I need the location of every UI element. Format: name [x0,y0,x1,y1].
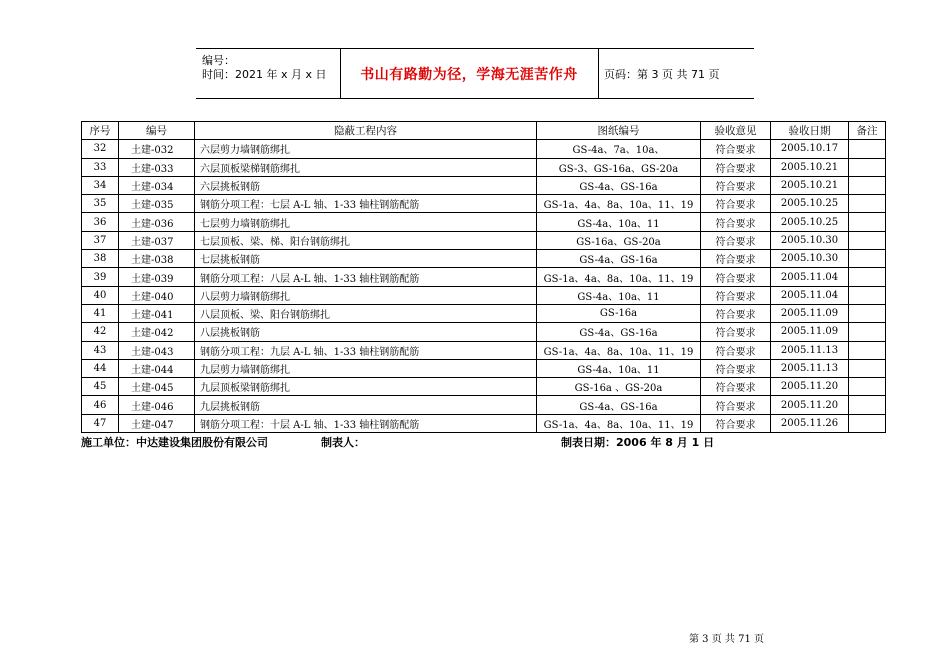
cell-drawing: GS-1a、4a、8a、10a、11、19 [537,341,701,359]
cell-opinion: 符合要求 [701,213,771,231]
cell-opinion: 符合要求 [701,286,771,304]
col-header-drawing: 图纸编号 [537,122,701,140]
table-row [82,341,886,359]
cell-date: 2005.11.20 [771,378,849,396]
cell-code: 土建-035 [119,195,195,213]
table-row [82,396,886,414]
cell-drawing: GS-4a、7a、10a、 [537,140,701,158]
cell-date: 2005.11.13 [771,341,849,359]
col-header-content: 隐蔽工程内容 [195,122,537,140]
page-header [196,48,754,99]
cell-opinion: 符合要求 [701,378,771,396]
header-page-cell [598,49,754,98]
header-motto-cell [340,49,599,98]
header-motto: 书山有路勤为径，学海无涯苦作舟 [360,66,578,83]
cell-content: 钢筋分项工程：八层 A-L 轴、1-33 轴柱钢筋配筋 [195,268,537,286]
cell-drawing: GS-4a、10a、11 [537,286,701,304]
footer-unit: 施工单位：中达建设集团股份有限公司 [81,436,268,449]
cell-code: 土建-032 [119,140,195,158]
cell-seq: 41 [82,304,119,322]
cell-content: 九层剪力墙钢筋绑扎 [195,359,537,377]
cell-drawing: GS-1a、4a、8a、10a、11、19 [537,195,701,213]
table-row [82,231,886,249]
cell-code: 土建-041 [119,304,195,322]
cell-seq: 42 [82,323,119,341]
header-time-label: 时间：2021 年 x 月 x 日 [202,68,327,81]
cell-code: 土建-039 [119,268,195,286]
cell-code: 土建-045 [119,378,195,396]
cell-seq: 38 [82,250,119,268]
table-header-row [82,122,886,140]
cell-content: 钢筋分项工程：七层 A-L 轴、1-33 轴柱钢筋配筋 [195,195,537,213]
table-body [82,140,886,433]
cell-date: 2005.10.30 [771,231,849,249]
cell-content: 七层顶板、梁、梯、阳台钢筋绑扎 [195,231,537,249]
cell-content: 钢筋分项工程：九层 A-L 轴、1-33 轴柱钢筋配筋 [195,341,537,359]
cell-remarks [849,213,886,231]
cell-date: 2005.11.04 [771,268,849,286]
cell-drawing: GS-4a、10a、11 [537,213,701,231]
inspection-table [81,121,886,433]
cell-opinion: 符合要求 [701,323,771,341]
cell-date: 2005.10.25 [771,195,849,213]
cell-seq: 40 [82,286,119,304]
cell-seq: 44 [82,359,119,377]
cell-remarks [849,250,886,268]
col-header-remarks: 备注 [849,122,886,140]
cell-drawing: GS-4a、GS-16a [537,396,701,414]
cell-opinion: 符合要求 [701,195,771,213]
cell-code: 土建-046 [119,396,195,414]
cell-opinion: 符合要求 [701,304,771,322]
cell-drawing: GS-16a [537,304,701,322]
cell-remarks [849,195,886,213]
cell-date: 2005.10.25 [771,213,849,231]
cell-content: 八层顶板、梁、阳台钢筋绑扎 [195,304,537,322]
cell-date: 2005.11.04 [771,286,849,304]
cell-date: 2005.11.09 [771,323,849,341]
cell-date: 2005.10.21 [771,158,849,176]
cell-content: 六层挑板钢筋 [195,176,537,194]
cell-remarks [849,359,886,377]
cell-code: 土建-034 [119,176,195,194]
cell-date: 2005.11.13 [771,359,849,377]
page-number: 第 3 页 共 71 页 [689,634,764,645]
cell-seq: 33 [82,158,119,176]
cell-remarks [849,158,886,176]
cell-drawing: GS-4a、10a、11 [537,359,701,377]
cell-content: 钢筋分项工程：十层 A-L 轴、1-33 轴柱钢筋配筋 [195,414,537,432]
table-row [82,158,886,176]
cell-opinion: 符合要求 [701,250,771,268]
cell-remarks [849,341,886,359]
cell-seq: 46 [82,396,119,414]
cell-remarks [849,286,886,304]
table-row [82,359,886,377]
cell-code: 土建-044 [119,359,195,377]
cell-drawing: GS-4a、GS-16a [537,176,701,194]
cell-code: 土建-040 [119,286,195,304]
cell-content: 九层顶板梁钢筋绑扎 [195,378,537,396]
cell-drawing: GS-16a、GS-20a [537,231,701,249]
cell-remarks [849,268,886,286]
cell-content: 九层挑板钢筋 [195,396,537,414]
cell-code: 土建-043 [119,341,195,359]
table-row [82,268,886,286]
header-page-info: 页码：第 3 页 共 71 页 [604,67,720,81]
table-row [82,304,886,322]
cell-code: 土建-036 [119,213,195,231]
cell-content: 六层顶板梁梯钢筋绑扎 [195,158,537,176]
footer-maker: 制表人： [321,436,365,449]
cell-seq: 37 [82,231,119,249]
cell-seq: 34 [82,176,119,194]
cell-remarks [849,396,886,414]
header-meta [196,49,341,98]
cell-content: 八层剪力墙钢筋绑扎 [195,286,537,304]
table-row [82,140,886,158]
cell-drawing: GS-16a 、GS-20a [537,378,701,396]
cell-seq: 32 [82,140,119,158]
table-row [82,286,886,304]
cell-date: 2005.11.26 [771,414,849,432]
cell-remarks [849,176,886,194]
cell-drawing: GS-4a、GS-16a [537,250,701,268]
cell-opinion: 符合要求 [701,268,771,286]
table-row [82,378,886,396]
cell-date: 2005.10.30 [771,250,849,268]
cell-seq: 43 [82,341,119,359]
cell-code: 土建-042 [119,323,195,341]
cell-seq: 47 [82,414,119,432]
cell-opinion: 符合要求 [701,414,771,432]
cell-opinion: 符合要求 [701,140,771,158]
col-header-opinion: 验收意见 [701,122,771,140]
cell-seq: 36 [82,213,119,231]
cell-opinion: 符合要求 [701,341,771,359]
cell-content: 六层剪力墙钢筋绑扎 [195,140,537,158]
cell-opinion: 符合要求 [701,176,771,194]
cell-remarks [849,323,886,341]
cell-seq: 35 [82,195,119,213]
cell-code: 土建-037 [119,231,195,249]
cell-seq: 45 [82,378,119,396]
cell-content: 八层挑板钢筋 [195,323,537,341]
footer-date: 制表日期：2006 年 8 月 1 日 [561,436,715,449]
cell-seq: 39 [82,268,119,286]
cell-remarks [849,378,886,396]
cell-date: 2005.11.20 [771,396,849,414]
cell-code: 土建-047 [119,414,195,432]
cell-remarks [849,231,886,249]
cell-code: 土建-038 [119,250,195,268]
table-row [82,213,886,231]
header-number-label: 编号： [202,54,235,67]
cell-opinion: 符合要求 [701,359,771,377]
cell-code: 土建-033 [119,158,195,176]
col-header-code: 编号 [119,122,195,140]
cell-remarks [849,140,886,158]
table-row [82,414,886,432]
cell-opinion: 符合要求 [701,396,771,414]
cell-opinion: 符合要求 [701,231,771,249]
cell-remarks [849,304,886,322]
cell-date: 2005.11.09 [771,304,849,322]
cell-drawing: GS-1a、4a、8a、10a、11、19 [537,268,701,286]
col-header-seq: 序号 [82,122,119,140]
cell-drawing: GS-3、GS-16a、GS-20a [537,158,701,176]
cell-date: 2005.10.21 [771,176,849,194]
col-header-date: 验收日期 [771,122,849,140]
table-row [82,323,886,341]
table-row [82,250,886,268]
cell-content: 七层挑板钢筋 [195,250,537,268]
cell-drawing: GS-1a、4a、8a、10a、11、19 [537,414,701,432]
cell-content: 七层剪力墙钢筋绑扎 [195,213,537,231]
table-row [82,195,886,213]
cell-remarks [849,414,886,432]
table-row [82,176,886,194]
cell-opinion: 符合要求 [701,158,771,176]
cell-date: 2005.10.17 [771,140,849,158]
cell-drawing: GS-4a、GS-16a [537,323,701,341]
